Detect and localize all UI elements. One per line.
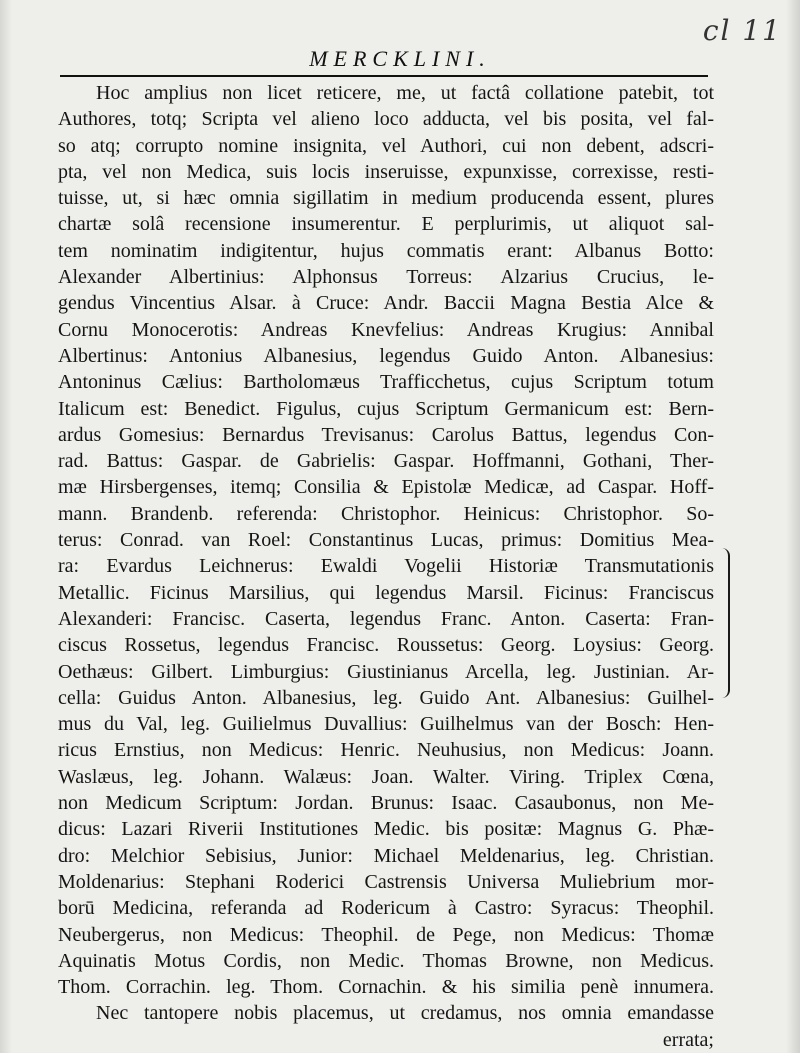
text-line: Waslæus, leg. Johann. Walæus: Joan. Walter. Viring. Triplex Cœna, bbox=[58, 765, 714, 788]
text-line: Metallic. Ficinus Marsilius, qui legendus Marsil. Ficinus: Franciscus bbox=[58, 581, 714, 604]
text-line: mus du Val, leg. Guilielmus Duvallius: Guilhelmus van der Bosch: Hen- bbox=[58, 713, 714, 736]
text-line: Italicum est: Benedict. Figulus, cujus Scriptum Germanicum est: Bern- bbox=[58, 397, 714, 420]
text-line: Neubergerus, non Medicus: Theophil. de Pege, non Medicus: Thomæ bbox=[58, 923, 714, 946]
text-line: Nec tantopere nobis placemus, ut credamus, nos omnia emandasse bbox=[96, 1002, 714, 1025]
text-line: so atq; corrupto nomine insignita, vel Authori, cui non debent, adscri- bbox=[58, 134, 714, 157]
text-line: cella: Guidus Anton. Albanesius, leg. Guido Ant. Albanesius: Guilhel- bbox=[58, 686, 714, 709]
text-line: gendus Vincentius Alsar. à Cruce: Andr. Baccii Magna Bestia Alce & bbox=[58, 292, 714, 315]
text-line: Thom. Corrachin. leg. Thom. Cornachin. & his similia penè innumera. bbox=[58, 976, 714, 999]
text-line: tem nominatim indigitentur, hujus commatis erant: Albanus Botto: bbox=[58, 239, 714, 262]
text-line: non Medicum Scriptum: Jordan. Brunus: Isaac. Casaubonus, non Me- bbox=[58, 792, 714, 815]
catchword: errata; bbox=[662, 1028, 714, 1051]
text-line: Antoninus Cælius: Bartholomæus Trafficchetus, cujus Scriptum totum bbox=[58, 371, 714, 394]
text-line: tuisse, ut, si hæc omnia sigillatim in medium producenda essent, plures bbox=[58, 187, 714, 210]
text-line: Authores, totq; Scripta vel alieno loco adducta, vel bis posita, vel fal- bbox=[58, 108, 714, 131]
scan-edge-right bbox=[786, 0, 800, 1053]
text-line: Moldenarius: Stephani Roderici Castrensis Universa Muliebrium mor- bbox=[58, 870, 714, 893]
text-line: mann. Brandenb. referenda: Christophor. Heinicus: Christophor. So- bbox=[58, 502, 714, 525]
folio-mark: cl 11 bbox=[702, 14, 782, 47]
text-line: ra: Evardus Leichnerus: Ewaldi Vogelii Historiæ Transmutationis bbox=[58, 555, 714, 578]
text-line: dicus: Lazari Riverii Institutiones Medic. bis positæ: Magnus G. Phæ- bbox=[58, 818, 714, 841]
text-line: Alexanderi: Francisc. Caserta, legendus Franc. Anton. Caserta: Fran- bbox=[58, 607, 714, 630]
text-line: chartæ solâ recensione insumerentur. E perplurimis, ut aliquot sal- bbox=[58, 213, 714, 236]
text-line: Cornu Monocerotis: Andreas Knevfelius: Andreas Krugius: Annibal bbox=[58, 318, 714, 341]
text-line: Hoc amplius non licet reticere, me, ut factâ collatione patebit, tot bbox=[96, 82, 714, 104]
running-head: MERCKLINI. bbox=[309, 46, 491, 71]
text-line: ricus Ernstius, non Medicus: Henric. Neuhusius, non Medicus: Joann. bbox=[58, 739, 714, 762]
text-line: mæ Hirsbergenses, itemq; Consilia & Epistolæ Medicæ, ad Caspar. Hoff- bbox=[58, 476, 714, 499]
scan-edge-left bbox=[0, 0, 12, 1053]
text-line: Oethæus: Gilbert. Limburgius: Giustinianus Arcella, leg. Justinian. Ar- bbox=[58, 660, 714, 683]
text-line: terus: Conrad. van Roel: Constantinus Lucas, primus: Domitius Mea- bbox=[58, 529, 714, 552]
text-line: ciscus Rossetus, legendus Francisc. Roussetus: Georg. Loysius: Georg. bbox=[58, 634, 714, 657]
text-line: ardus Gomesius: Bernardus Trevisanus: Carolus Battus, legendus Con- bbox=[58, 423, 714, 446]
text-line: rad. Battus: Gaspar. de Gabrielis: Gaspar. Hoffmanni, Gothani, Ther- bbox=[58, 450, 714, 473]
text-line: Alexander Albertinius: Alphonsus Torreus: Alzarius Crucius, le- bbox=[58, 266, 714, 289]
margin-bracket bbox=[718, 548, 730, 698]
body-text bbox=[58, 80, 714, 1053]
text-line: pta, vel non Medica, suis locis inseruisse, expunxisse, correxisse, resti- bbox=[58, 160, 714, 183]
text-line: Aquinatis Motus Cordis, non Medic. Thomas Browne, non Medicus. bbox=[58, 949, 714, 972]
text-line: Albertinus: Antonius Albanesius, legendus Guido Anton. Albanesius: bbox=[58, 344, 714, 367]
text-line: dro: Melchior Sebisius, Junior: Michael Meldenarius, leg. Christian. bbox=[58, 844, 714, 867]
text-line: borū Medicina, referanda ad Rodericum à Castro: Syracus: Theophil. bbox=[58, 897, 714, 920]
header-rule bbox=[60, 75, 708, 77]
